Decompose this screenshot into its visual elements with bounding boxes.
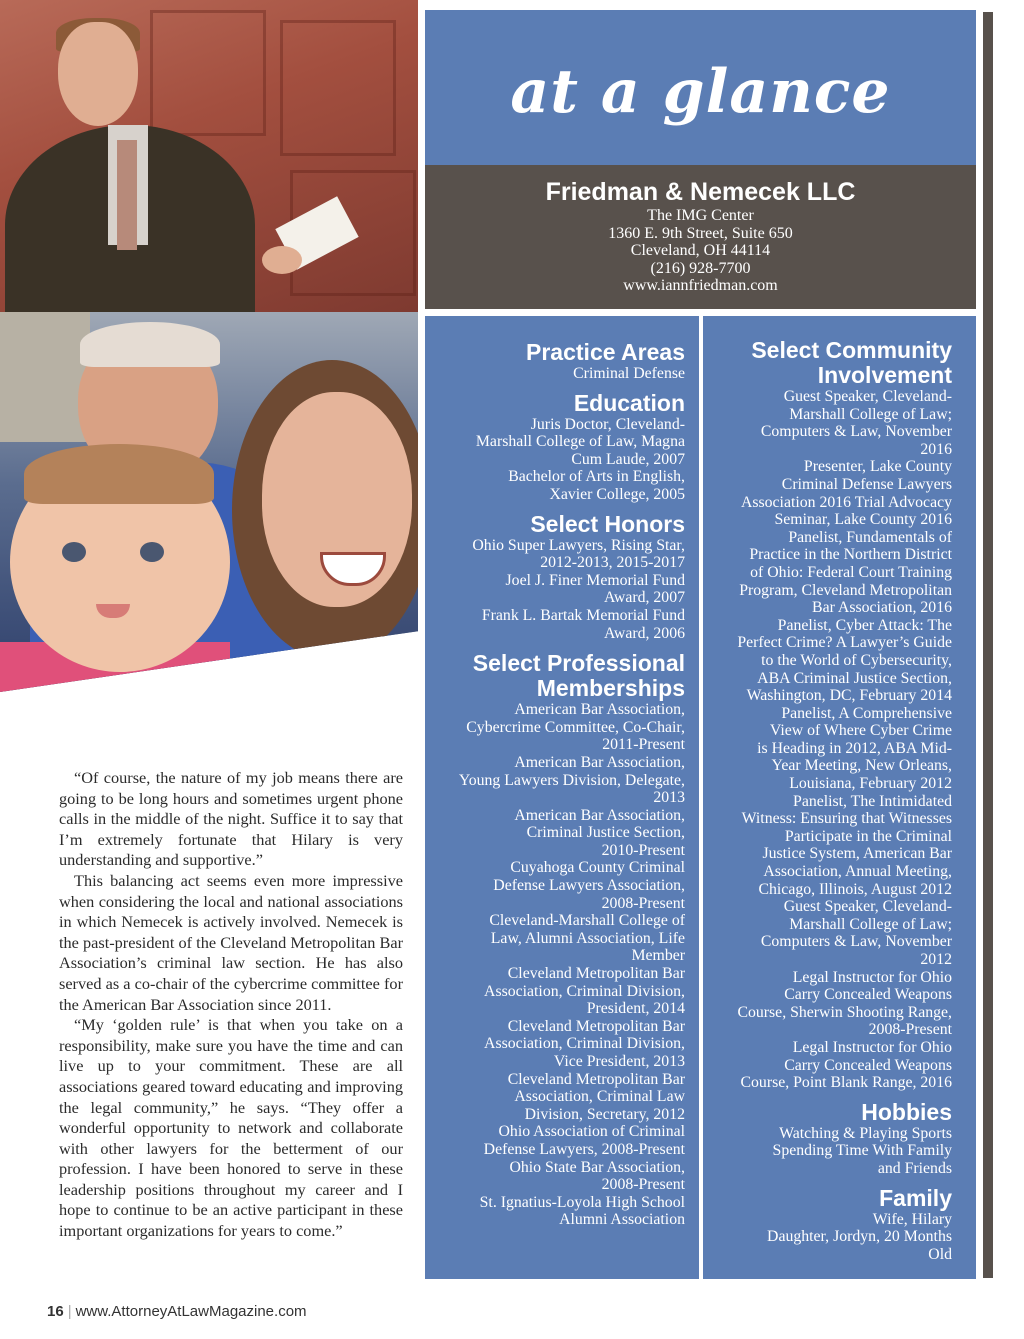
list-item: 2012 bbox=[920, 951, 952, 968]
list-item: Computers & Law, November bbox=[760, 423, 952, 441]
firm-building: The IMG Center bbox=[647, 207, 754, 224]
list-item: Association, Criminal Law bbox=[514, 1088, 685, 1106]
list-item: American Bar Association, bbox=[514, 806, 685, 824]
education-list bbox=[430, 416, 685, 504]
list-item: Computers & Law, November bbox=[760, 933, 952, 951]
list-item: Guest Speaker, Cleveland- bbox=[783, 898, 952, 916]
family-list bbox=[707, 1211, 952, 1264]
list-item: Vice President, 2013 bbox=[553, 1053, 685, 1070]
list-item: Cleveland Metropolitan Bar bbox=[507, 965, 685, 983]
list-item: Washington, DC, February 2014 bbox=[746, 687, 952, 705]
list-item: Watching & Playing Sports bbox=[779, 1124, 952, 1142]
list-item: Cleveland-Marshall College of bbox=[489, 912, 685, 930]
list-item: Panelist, A Comprehensive bbox=[781, 704, 952, 722]
memberships-list bbox=[430, 701, 685, 1229]
list-item: Criminal Justice Section, bbox=[526, 824, 685, 842]
list-item: Award, 2006 bbox=[603, 624, 685, 642]
memberships-heading-line-1: Select Professional bbox=[472, 650, 685, 677]
firm-name: Friedman & Nemecek LLC bbox=[545, 178, 856, 206]
hobbies-heading: Hobbies bbox=[861, 1098, 952, 1125]
list-item: 2016 bbox=[920, 440, 952, 458]
list-item: Criminal Defense Lawyers bbox=[781, 475, 952, 493]
list-item: Panelist, The Intimidated bbox=[793, 792, 952, 810]
list-item: and Friends bbox=[877, 1159, 952, 1177]
list-item: Course, Sherwin Shooting Range, bbox=[737, 1003, 952, 1021]
list-item: 2010-Present bbox=[601, 841, 685, 859]
education-heading: Education bbox=[573, 389, 685, 416]
list-item: Joel J. Finer Memorial Fund bbox=[505, 571, 685, 589]
list-item: Young Lawyers Division, Delegate, bbox=[458, 771, 685, 789]
list-item: Bachelor of Arts in English, bbox=[508, 468, 685, 486]
list-item: Program, Cleveland Metropolitan bbox=[739, 581, 952, 599]
list-item: Cybercrime Committee, Co-Chair, bbox=[466, 718, 685, 736]
list-item: Participate in the Criminal bbox=[784, 827, 952, 845]
list-item: Ohio Association of Criminal bbox=[498, 1123, 685, 1141]
list-item: Xavier College, 2005 bbox=[549, 485, 685, 503]
list-item: Cuyahoga County Criminal bbox=[510, 859, 685, 877]
article-paragraph: “My ‘golden rule’ is that when you take on a responsibility, make sure you have the time and can live up to your commitment. These are all associations geared toward educating and improving the legal community,” he says. “They offer a wonderful opportunity to network and collaborate with other lawyers for the betterment of our profession. I have been honored to serve in these leadership positions throughout my career and I hope to continue to be an active participant in these important organizations for years to come.” bbox=[59, 1015, 403, 1241]
firm-website: www.iannfriedman.com bbox=[623, 277, 778, 294]
list-item: View of Where Cyber Crime bbox=[769, 722, 952, 740]
list-item: Association, Criminal Division, bbox=[484, 1035, 685, 1053]
page-footer bbox=[47, 1303, 307, 1320]
list-item: Ohio Super Lawyers, Rising Star, bbox=[472, 536, 685, 554]
right-info-column bbox=[703, 316, 976, 1279]
firm-city: Cleveland, OH 44114 bbox=[630, 242, 771, 259]
list-item: Course, Point Blank Range, 2016 bbox=[740, 1074, 952, 1092]
article-body bbox=[59, 768, 403, 1242]
article-paragraph: This balancing act seems even more impressive when considering the local and national associations in which Nemecek is actively involved. Nemecek is the past-president of the Cleveland Metropolitan Bar Association’s criminal law section. He has also served as a co-chair of the cybercrime committee for the American Bar Association since 2011. bbox=[59, 870, 403, 1014]
list-item: Bar Association, 2016 bbox=[812, 599, 952, 617]
list-item: Division, Secretary, 2012 bbox=[524, 1105, 685, 1123]
list-item: Criminal Defense bbox=[573, 365, 685, 382]
community-list bbox=[707, 388, 952, 1092]
magazine-website: www.AttorneyAtLawMagazine.com bbox=[75, 1303, 307, 1320]
list-item: 2011-Present bbox=[602, 736, 685, 754]
list-item: American Bar Association, bbox=[514, 701, 685, 719]
footer-divider: | bbox=[67, 1303, 72, 1320]
list-item: Legal Instructor for Ohio bbox=[792, 968, 952, 986]
list-item: Ohio State Bar Association, bbox=[509, 1158, 685, 1176]
list-item: American Bar Association, bbox=[514, 753, 685, 771]
list-item: Seminar, Lake County 2016 bbox=[774, 511, 952, 529]
list-item: Juris Doctor, Cleveland- bbox=[530, 415, 685, 433]
list-item: to the World of Cybersecurity, bbox=[761, 651, 952, 669]
firm-info-box bbox=[425, 165, 976, 309]
list-item: Marshall College of Law; bbox=[789, 915, 952, 933]
list-item: Association 2016 Trial Advocacy bbox=[740, 493, 952, 511]
list-item: is Heading in 2012, ABA Mid- bbox=[757, 739, 952, 757]
list-item: Witness: Ensuring that Witnesses bbox=[741, 810, 952, 828]
list-item: Carry Concealed Weapons bbox=[784, 1056, 952, 1074]
list-item: Frank L. Bartak Memorial Fund bbox=[481, 606, 685, 624]
memberships-heading-line-2: Memberships bbox=[536, 675, 685, 702]
list-item: 2012-2013, 2015-2017 bbox=[540, 554, 685, 572]
list-item: 2013 bbox=[653, 789, 685, 807]
photo-lawyer-courtroom bbox=[0, 0, 418, 312]
list-item: Practice in the Northern District bbox=[749, 546, 952, 564]
list-item: 2008-Present bbox=[601, 894, 685, 912]
list-item: Cleveland Metropolitan Bar bbox=[507, 1070, 685, 1088]
side-accent-bar bbox=[983, 12, 993, 1278]
list-item: Old bbox=[928, 1245, 952, 1263]
list-item: Cum Laude, 2007 bbox=[571, 450, 685, 468]
list-item: Year Meeting, New Orleans, bbox=[771, 757, 952, 775]
firm-street: 1360 E. 9th Street, Suite 650 bbox=[608, 224, 793, 242]
honors-list bbox=[430, 537, 685, 643]
community-heading-line-2: Involvement bbox=[817, 362, 952, 388]
list-item: Law, Alumni Association, Life bbox=[490, 929, 685, 947]
article-paragraph: “Of course, the nature of my job means there are going to be long hours and sometimes urgent phone calls in the middle of the night. Suffice it to say that I’m extremely fortunate that Hilary is very understanding and supportive.” bbox=[59, 768, 403, 870]
list-item: Marshall College of Law, Magna bbox=[475, 433, 685, 451]
list-item: 2008-Present bbox=[868, 1021, 952, 1039]
list-item: Association, Criminal Division, bbox=[484, 982, 685, 1000]
list-item: Carry Concealed Weapons bbox=[784, 986, 952, 1004]
list-item: Defense Lawyers Association, bbox=[493, 877, 685, 895]
hobbies-list bbox=[707, 1125, 952, 1178]
list-item: Member bbox=[631, 947, 685, 965]
list-item: Cleveland Metropolitan Bar bbox=[507, 1017, 685, 1035]
practice-areas-heading: Practice Areas bbox=[526, 339, 685, 365]
list-item: Panelist, Fundamentals of bbox=[788, 528, 952, 546]
list-item: Wife, Hilary bbox=[872, 1210, 952, 1228]
left-info-column bbox=[425, 316, 699, 1279]
list-item: Legal Instructor for Ohio bbox=[792, 1038, 952, 1056]
list-item: Louisiana, February 2012 bbox=[789, 775, 952, 793]
practice-areas-list bbox=[430, 365, 685, 383]
at-a-glance-title: at a glance bbox=[510, 56, 891, 127]
list-item: Presenter, Lake County bbox=[803, 458, 952, 476]
community-heading-line-1: Select Community bbox=[751, 337, 952, 363]
list-item: Chicago, Illinois, August 2012 bbox=[758, 880, 952, 898]
list-item: Award, 2007 bbox=[603, 589, 685, 607]
list-item: ABA Criminal Justice Section, bbox=[757, 669, 952, 687]
list-item: of Ohio: Federal Court Training bbox=[750, 563, 952, 581]
list-item: Spending Time With Family bbox=[772, 1142, 952, 1160]
list-item: Defense Lawyers, 2008-Present bbox=[483, 1140, 685, 1158]
at-a-glance-header bbox=[425, 10, 976, 165]
list-item: Panelist, Cyber Attack: The bbox=[777, 616, 952, 634]
photo-family bbox=[0, 312, 418, 692]
list-item: Alumni Association bbox=[559, 1211, 685, 1229]
firm-phone: (216) 928-7700 bbox=[650, 259, 751, 277]
list-item: Association, Annual Meeting, bbox=[763, 863, 952, 881]
list-item: St. Ignatius-Loyola High School bbox=[479, 1193, 685, 1211]
list-item: Guest Speaker, Cleveland- bbox=[783, 388, 952, 405]
family-heading: Family bbox=[879, 1184, 952, 1211]
list-item: Daughter, Jordyn, 20 Months bbox=[767, 1228, 952, 1246]
page-number: 16 bbox=[47, 1303, 64, 1320]
list-item: President, 2014 bbox=[586, 1000, 685, 1018]
list-item: Perfect Crime? A Lawyer’s Guide bbox=[737, 634, 952, 652]
honors-heading: Select Honors bbox=[530, 510, 685, 537]
list-item: Marshall College of Law; bbox=[789, 405, 952, 423]
list-item: Justice System, American Bar bbox=[762, 845, 952, 863]
list-item: 2008-Present bbox=[601, 1176, 685, 1194]
